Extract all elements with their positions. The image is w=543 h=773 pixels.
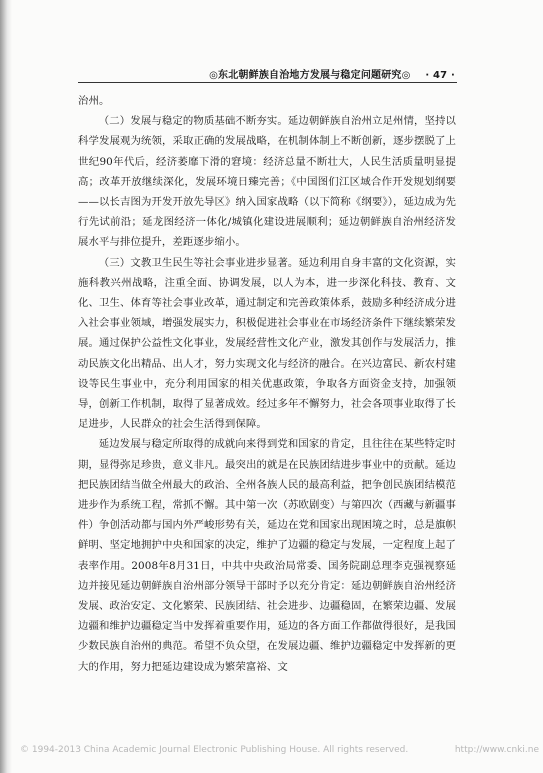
cnki-footer	[20, 745, 539, 755]
header-rule	[78, 82, 457, 83]
paragraph-yanbian-achievements: 延边发展与稳定所取得的成就向来得到党和国家的肯定，且往往在某些特定时期，显得弥足珍贵，意义非凡。最突出的就是在民族团结进步事业中的贡献。延边把民族团结当做全州最大的政治、全州各族人民的最高利益，把争创民族团结模范进步作为系统工程，常抓不懈。其中第一次（苏欧剧变）与第四次（西藏与新疆事件）争创活动都与国内外严峻形势有关，延边在党和国家出现困境之时，总是旗帜鲜明、坚定地拥护中央和国家的决定，维护了边疆的稳定与发展，一定程度上起了表率作用。2008年8月31日，中共中央政治局常委、国务院副总理李克强视察延边并接见延边朝鲜族自治州部分领导干部时予以充分肯定：延边朝鲜族自治州经济发展、政治安定、文化繁荣、民族团结、社会进步、边疆稳固，在繁荣边疆、发展边疆和维护边疆稳定当中发挥着重要作用，延边的各方面工作都做得很好，是我国少数民族自治州的典范。希望不负众望，在发展边疆、维护边疆稳定中发挥新的更大的作用，努力把延边建设成为繁荣富裕、文	[78, 438, 456, 673]
footer-url: http://www.cnki.ne	[454, 745, 539, 755]
page-edge-shadow	[0, 0, 12, 773]
paragraph-section-2: （二）发展与稳定的物质基础不断夯实。延边朝鲜族自治州立足州情，坚持以科学发展观为统领，采取正确的发展战略，在机制体制上不断创新，逐步摆脱了上世纪90年代后，经济萎靡下滑的窘境：经济总量不断壮大，人民生活质量明显提高；改革开放继续深化，发展环境日臻完善；《中国图们江区域合作开发规划纲要——以长吉图为开发开放先导区》纳入国家战略（以下简称《纲要》），延边成为先行先试前沿；延龙图经济一体化/城镇化建设进展顺利；延边朝鲜族自治州经济发展水平与排位提升，差距逐步缩小。	[78, 115, 456, 249]
paragraph-section-3: （三）文教卫生民生等社会事业进步显著。延边利用自身丰富的文化资源，实施科教兴州战略，注重全面、协调发展，以人为本，进一步深化科技、教育、文化、卫生、体育等社会事业改革，通过制定和完善政策体系，鼓励多种经济成分进入社会事业领域，增强发展实力，积极促进社会事业在市场经济条件下继续繁荣发展。通过保护公益性文化事业，发展经营性文化产业，激发其创作与发展活力，推动民族文化出精品、出人才，努力实现文化与经济的融合。在兴边富民、新农村建设等民生事业中，充分利用国家的相关优惠政策，争取各方面资金支持，加强领导，创新工作机制，取得了显著成效。经过多年不懈努力，社会各项事业取得了长足进步，人民群众的社会生活得到保障。	[78, 256, 456, 431]
body-text	[78, 91, 456, 677]
running-title: ◎东北朝鲜族自治地方发展与稳定问题研究◎	[209, 70, 411, 81]
footer-copyright: © 1994-2013 China Academic Journal Electronic Publishing House. All rights reserved.	[20, 745, 409, 755]
paragraph-continuation: 治州。	[78, 95, 110, 107]
running-header	[80, 66, 455, 81]
page-number: · 47 ·	[425, 70, 455, 81]
